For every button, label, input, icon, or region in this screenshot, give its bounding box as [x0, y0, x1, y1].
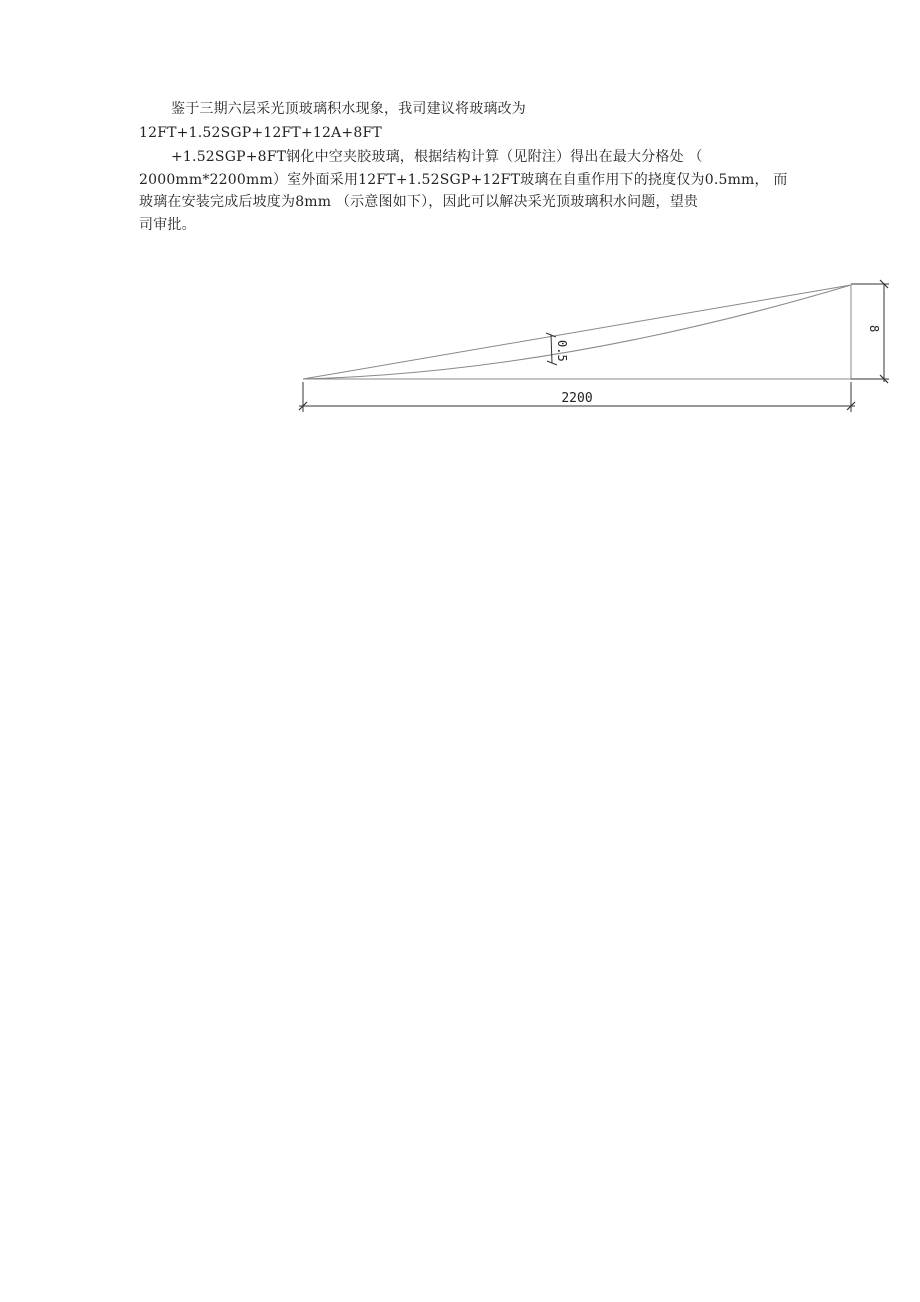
paragraph-line-2: 12FT+1.52SGP+12FT+12A+8FT: [139, 125, 382, 141]
deflection-dimension-line: [551, 335, 552, 363]
paragraph-line-5: 玻璃在安装完成后坡度为8mm （示意图如下），因此可以解决采光顶玻璃积水问题，望贵: [139, 194, 699, 210]
paragraph-line-4: 2000mm*2200mm）室外面采用12FT+1.52SGP+12FT玻璃在自重作用下的挠度仅为0.5mm， 而: [139, 172, 788, 188]
deflection-label: 0.5: [555, 340, 569, 362]
height-label: 8: [867, 325, 881, 333]
paragraph-line-3: +1.52SGP+8FT钢化中空夹胶玻璃，根据结构计算（见附注）得出在最大分格处 （: [171, 149, 703, 165]
glass-slope-diagram: [0, 0, 920, 460]
paragraph-line-1: 鉴于三期六层采光顶玻璃积水现象，我司建议将玻璃改为: [171, 101, 526, 117]
paragraph-line-6: 司审批。: [139, 217, 196, 233]
width-label: 2200: [561, 391, 593, 406]
slope-line: [303, 285, 851, 379]
